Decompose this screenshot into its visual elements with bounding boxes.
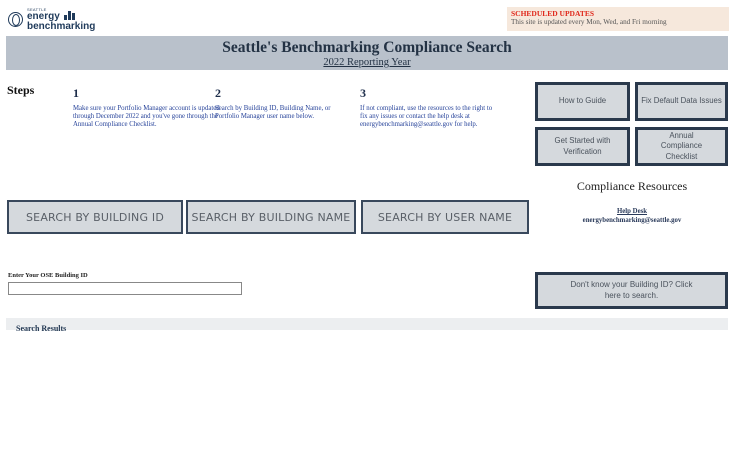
help-desk-link[interactable]: Help Desk <box>616 208 648 215</box>
step-3 <box>360 86 500 129</box>
page-banner <box>6 36 728 70</box>
compliance-resources-title: Compliance Resources <box>576 179 688 193</box>
logo-line-1: energy <box>27 11 60 22</box>
help-desk-email[interactable]: energybenchmarking@seattle.gov <box>582 217 682 224</box>
notice-title: SCHEDULED UPDATES <box>511 9 595 18</box>
bar-chart-icon <box>64 11 76 20</box>
step-text: Make sure your Portfolio Manager account is updated through December 2022 and you've gone through the Annual Compliance Checklist. <box>73 105 220 129</box>
logo-line-2: benchmarking <box>27 21 96 32</box>
search-results-label: Search Results <box>16 324 67 333</box>
step-number: 3 <box>360 86 366 100</box>
get-started-verification-button[interactable]: Get Started with Verification <box>535 127 630 166</box>
fix-default-data-button[interactable]: Fix Default Data Issues <box>635 82 728 121</box>
annual-compliance-checklist-button[interactable]: Annual Compliance Checklist <box>635 127 728 166</box>
search-by-building-id-button[interactable]: SEARCH BY BUILDING ID <box>7 200 183 234</box>
building-id-label: Enter Your OSE Building ID <box>8 272 88 279</box>
step-number: 2 <box>215 86 221 100</box>
steps-heading: Steps <box>7 83 35 97</box>
scheduled-updates-notice <box>507 7 729 31</box>
search-by-user-name-button[interactable]: SEARCH BY USER NAME <box>361 200 529 234</box>
globe-icon <box>8 12 23 27</box>
step-text: If not compliant, use the resources to the right to fix any issues or contact the help desk at energybenchmarking@seattle.gov for help. <box>360 105 493 129</box>
notice-subtitle: This site is updated every Mon, Wed, and Fri morning <box>511 18 667 26</box>
reporting-year-link[interactable]: 2022 Reporting Year <box>323 57 411 68</box>
how-to-guide-button[interactable]: How to Guide <box>535 82 630 121</box>
find-building-id-button[interactable]: Don't know your Building ID? Click here to search. <box>535 272 728 309</box>
energy-benchmarking-logo <box>8 7 98 31</box>
building-id-input[interactable] <box>8 282 242 295</box>
page-title: Seattle's Benchmarking Compliance Search <box>222 39 512 56</box>
step-2 <box>215 86 350 121</box>
step-text: Search by Building ID, Building Name, or Portfolio Manager user name below. <box>215 105 331 121</box>
logo-city: SEATTLE <box>27 7 47 12</box>
search-by-building-name-button[interactable]: SEARCH BY BUILDING NAME <box>186 200 356 234</box>
step-number: 1 <box>73 86 79 100</box>
search-results-bar <box>6 318 728 333</box>
step-1 <box>73 86 221 129</box>
